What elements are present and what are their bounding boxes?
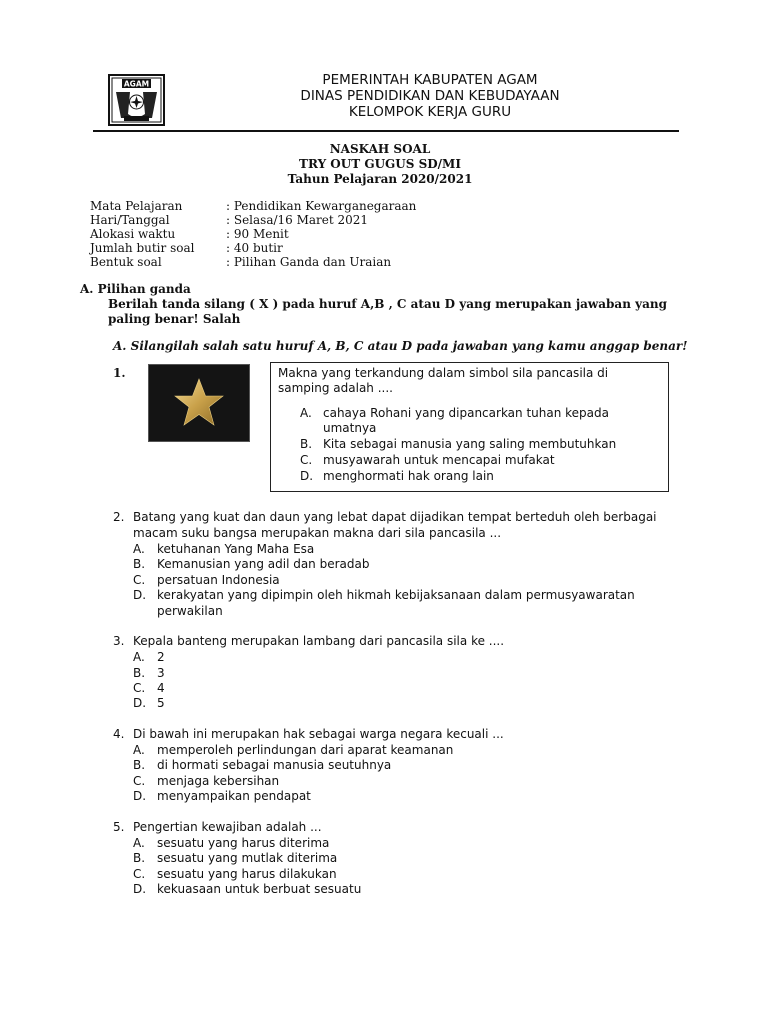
q1-option-b-text[interactable]: Kita sebagai manusia yang saling membutuhkan [323,437,617,451]
q1-number: 1. [113,366,126,380]
q2-text-line-2: macam suku bangsa merupakan makna dari sila pancasila ... [133,526,502,540]
q5-option-d-text[interactable]: kekuasaan untuk berbuat sesuatu [157,882,362,896]
q4-number: 4. [113,727,125,741]
q3-number: 3. [113,634,125,648]
q1-option-c-letter[interactable]: C. [300,453,313,467]
q3-text-line-1: Kepala banteng merupakan lambang dari pancasila sila ke .... [133,634,505,648]
q2-option-a-letter[interactable]: A. [133,542,145,556]
q4-option-d-letter[interactable]: D. [133,789,147,803]
q5-option-a-letter[interactable]: A. [133,836,145,850]
q5-option-d-letter[interactable]: D. [133,882,147,896]
meta-label-count: Jumlah butir soal [90,241,195,255]
header-divider [93,130,679,132]
q1-option-c-text[interactable]: musyawarah untuk mencapai mufakat [323,453,555,467]
agam-logo [108,74,165,126]
meta-value-subject: : Pendidikan Kewarganegaraan [226,199,417,213]
q5-text-line-1: Pengertian kewajiban adalah ... [133,820,322,834]
q2-option-d-letter[interactable]: D. [133,588,147,602]
meta-value-time: : 90 Menit [226,227,289,241]
q2-option-d-text[interactable]: kerakyatan yang dipimpin oleh hikmah kebijaksanaan dalam permusyawaratan [157,588,635,602]
q4-text-line-1: Di bawah ini merupakan hak sebagai warga negara kecuali ... [133,727,504,741]
q4-option-b-text[interactable]: di hormati sebagai manusia seutuhnya [157,758,392,772]
section-heading: A. Pilihan ganda [80,282,191,296]
meta-value-count: : 40 butir [226,241,283,255]
q1-option-d-letter[interactable]: D. [300,469,314,483]
q1-option-d-text[interactable]: menghormati hak orang lain [323,469,494,483]
q5-option-b-text[interactable]: sesuatu yang mutlak diterima [157,851,338,865]
q1-text-line-1: Makna yang terkandung dalam simbol sila pancasila di [278,366,609,380]
q5-number: 5. [113,820,125,834]
q2-option-b-text[interactable]: Kemanusian yang adil dan beradab [157,557,370,571]
logo-text: AGAM [123,79,150,89]
q3-option-a-text[interactable]: 2 [157,650,165,664]
q2-option-d-text-cont: perwakilan [157,604,223,618]
instruction-line-1: Berilah tanda silang ( X ) pada huruf A,B , C atau D yang merupakan jawaban yang [108,297,667,311]
q2-option-b-letter[interactable]: B. [133,557,146,571]
q2-number: 2. [113,510,125,524]
title-line-2: TRY OUT GUGUS SD/MI [299,157,461,171]
q5-option-c-letter[interactable]: C. [133,867,146,881]
q4-option-d-text[interactable]: menyampaikan pendapat [157,789,311,803]
title-line-3: Tahun Pelajaran 2020/2021 [287,172,473,186]
q4-option-c-letter[interactable]: C. [133,774,146,788]
q5-option-b-letter[interactable]: B. [133,851,146,865]
q5-option-a-text[interactable]: sesuatu yang harus diterima [157,836,330,850]
q1-option-a-text-cont: umatnya [323,421,377,435]
q2-option-c-text[interactable]: persatuan Indonesia [157,573,280,587]
header-line-1: PEMERINTAH KABUPATEN AGAM [322,72,538,88]
meta-label-time: Alokasi waktu [90,227,176,241]
q4-option-a-letter[interactable]: A. [133,743,145,757]
q2-option-c-letter[interactable]: C. [133,573,146,587]
q2-option-a-text[interactable]: ketuhanan Yang Maha Esa [157,542,315,556]
meta-value-form: : Pilihan Ganda dan Uraian [226,255,392,269]
meta-label-date: Hari/Tanggal [90,213,170,227]
q2-text-line-1: Batang yang kuat dan daun yang lebat dapat dijadikan tempat berteduh oleh berbagai [133,510,657,524]
q3-option-c-letter[interactable]: C. [133,681,146,695]
instruction-line-2: paling benar! Salah [108,312,241,326]
sub-instruction: A. Silangilah salah satu huruf A, B, C atau D pada jawaban yang kamu anggap benar! [113,339,688,353]
pancasila-star-image [148,364,250,442]
q3-option-a-letter[interactable]: A. [133,650,145,664]
q1-option-a-text[interactable]: cahaya Rohani yang dipancarkan tuhan kepada [323,406,609,420]
q5-option-c-text[interactable]: sesuatu yang harus dilakukan [157,867,337,881]
q1-option-a-letter[interactable]: A. [300,406,312,420]
q1-option-b-letter[interactable]: B. [300,437,313,451]
header-line-3: KELOMPOK KERJA GURU [348,104,512,120]
q3-option-d-text[interactable]: 5 [157,696,165,710]
meta-value-date: : Selasa/16 Maret 2021 [226,213,369,227]
meta-label-subject: Mata Pelajaran [90,199,183,213]
q1-text-line-2: samping adalah .... [278,381,393,395]
q4-option-a-text[interactable]: memperoleh perlindungan dari aparat keamanan [157,743,454,757]
meta-label-form: Bentuk soal [90,255,162,269]
q3-option-b-text[interactable]: 3 [157,666,165,680]
header-line-2: DINAS PENDIDIKAN DAN KEBUDAYAAN [300,88,560,104]
star-icon [149,365,249,441]
q3-option-c-text[interactable]: 4 [157,681,165,695]
q3-option-d-letter[interactable]: D. [133,696,147,710]
title-line-1: NASKAH SOAL [329,142,431,156]
q4-option-c-text[interactable]: menjaga kebersihan [157,774,280,788]
q3-option-b-letter[interactable]: B. [133,666,146,680]
q4-option-b-letter[interactable]: B. [133,758,146,772]
